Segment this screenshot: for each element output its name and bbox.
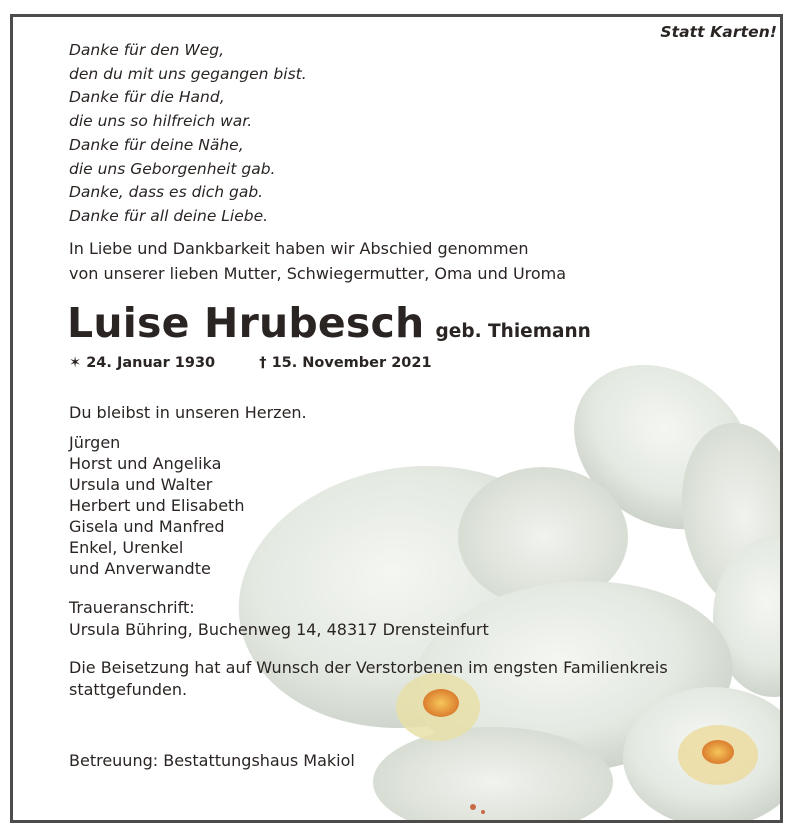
intro-line: von unserer lieben Mutter, Schwiegermutter, Oma und Uroma (69, 263, 567, 283)
poem-line: Danke für all deine Liebe. (69, 206, 269, 225)
poem-line: Danke für den Weg, (69, 41, 225, 59)
life-dates (69, 355, 432, 371)
death-date: 15. November 2021 (271, 355, 432, 371)
birth-date: 24. Januar 1930 (86, 355, 216, 371)
family-member: Enkel, Urenkel (69, 538, 184, 557)
address-label: Traueranschrift: (69, 598, 195, 617)
poem-line: Danke, dass es dich gab. (69, 183, 264, 202)
poem-line: den du mit uns gegangen bist. (69, 64, 307, 83)
statt-karten-note: Statt Karten! (660, 23, 777, 41)
deceased-name-line (67, 299, 591, 347)
burial-line: stattgefunden. (69, 680, 188, 699)
burial-line: Die Beisetzung hat auf Wunsch der Verstorbenen im engsten Familienkreis (69, 658, 668, 677)
funeral-home: Betreuung: Bestattungshaus Makiol (69, 751, 355, 770)
mourning-address (69, 597, 489, 640)
burial-note (69, 657, 769, 701)
star-icon: ✶ (69, 355, 82, 371)
deceased-name: Luise Hrubesch (67, 299, 425, 347)
family-list (69, 432, 244, 579)
family-member: Jürgen (69, 433, 121, 452)
poem (69, 39, 307, 229)
poem-line: Danke für die Hand, (69, 88, 225, 107)
cross-icon: † (259, 355, 267, 371)
obituary-frame (10, 14, 783, 823)
poem-line: Danke für deine Nähe, (69, 135, 244, 154)
poem-line: die uns Geborgenheit gab. (69, 159, 276, 178)
family-member: Herbert und Elisabeth (69, 496, 245, 515)
intro-line: In Liebe und Dankbarkeit haben wir Abschied genommen (69, 239, 529, 258)
family-member: und Anverwandte (69, 559, 211, 578)
family-member: Gisela und Manfred (69, 517, 225, 536)
family-member: Horst und Angelika (69, 454, 222, 473)
birth-name: geb. Thiemann (435, 321, 591, 342)
intro-text (69, 237, 566, 286)
poem-line: die uns so hilfreich war. (69, 112, 253, 131)
address-line: Ursula Bühring, Buchenweg 14, 48317 Drensteinfurt (69, 619, 489, 639)
obituary-content (13, 17, 783, 823)
remembrance-text: Du bleibst in unseren Herzen. (69, 403, 307, 422)
family-member: Ursula und Walter (69, 475, 213, 494)
